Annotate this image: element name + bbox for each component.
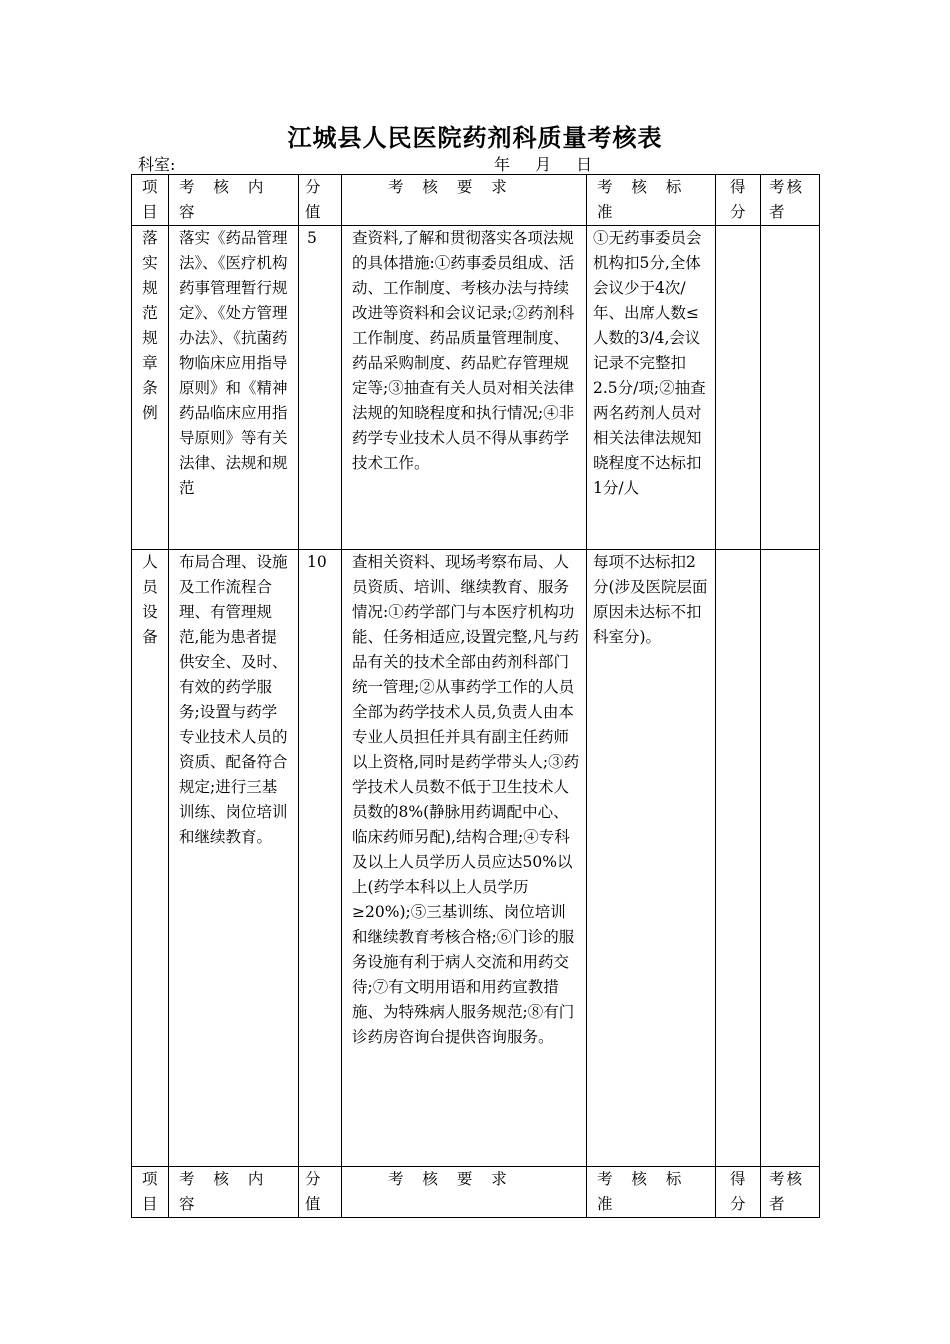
header-item: 项目 [132,1167,169,1218]
header-item: 项目 [132,175,169,226]
table-row [132,226,820,550]
row-got-score[interactable] [716,550,761,1167]
row-requirement: 查相关资料、现场考察布局、人员资质、培训、继续教育、服务情况:①药学部门与本医疗机构功能、任务相适应,设置完整,凡与药品有关的技术全部由药剂科部门统一管理;②从事药学工作的人员全部为药学技术人员,负责人由本专业人员担任并具有副主任药师以上资格,同时是药学带头人;③药学技术人员数不低于卫生技术人员数的8%(静脉用药调配中心、临床药师另配),结构合理;④专科及以上人员学历人员应达50%以上(药学本科以上人员学历≥20%);⑤三基训练、岗位培训和继续教育考核合格;⑥门诊的服务设施有利于病人交流和用药交待;⑦有文明用语和用药宣教措施、为特殊病人服务规范;⑧有门诊药房咨询台提供咨询服务。 [342,550,587,1167]
date-label: 年 月 日 [494,155,593,174]
department-label: 科室: [138,155,176,174]
row-assessor[interactable] [761,550,820,1167]
header-got: 得分 [716,175,761,226]
row-score: 5 [299,226,342,550]
row-item: 落实规范规章条例 [132,226,169,550]
header-assessor: 考核者 [761,175,820,226]
header-requirement: 考 核 要 求 [342,1167,587,1218]
row-standard: ①无药事委员会机构扣5分,全体会议少于4次/年、出席人数≤人数的3/4,会议记录不完整扣2.5分/项;②抽查两名药剂人员对相关法律法规知晓程度不达标扣1分/人 [587,226,716,550]
header-score: 分值 [299,1167,342,1218]
row-content: 落实《药品管理法》、《医疗机构药事管理暂行规定》、《处方管理办法》、《抗菌药物临床应用指导原则》和《精神药品临床应用指导原则》等有关法律、法规和规范 [169,226,299,550]
header-content: 考 核 内 容 [169,175,299,226]
table-row [132,550,820,1167]
header-got: 得分 [716,1167,761,1218]
row-assessor[interactable] [761,226,820,550]
table-header-row [132,175,820,226]
row-content: 布局合理、设施及工作流程合理、有管理规范,能为患者提供安全、及时、有效的药学服务;设置与药学专业技术人员的资质、配备符合规定;进行三基训练、岗位培训和继续教育。 [169,550,299,1167]
form-meta [138,152,828,174]
row-item: 人员设备 [132,550,169,1167]
assessment-table [131,174,820,1218]
header-standard: 考 核 标 准 [587,175,716,226]
row-score: 10 [299,550,342,1167]
row-standard: 每项不达标扣2分(涉及医院层面原因未达标不扣科室分)。 [587,550,716,1167]
page-title: 江城县人民医院药剂科质量考核表 [287,123,663,152]
table-header-row-repeat [132,1167,820,1218]
row-got-score[interactable] [716,226,761,550]
header-standard: 考 核 标 准 [587,1167,716,1218]
header-requirement: 考 核 要 求 [342,175,587,226]
header-score: 分值 [299,175,342,226]
header-content: 考 核 内 容 [169,1167,299,1218]
row-requirement: 查资料,了解和贯彻落实各项法规的具体措施:①药事委员组成、活动、工作制度、考核办法与持续改进等资料和会议记录;②药剂科工作制度、药品质量管理制度、药品采购制度、药品贮存管理规定等;③抽查有关人员对相关法律法规的知晓程度和执行情况;④非药学专业技术人员不得从事药学技术工作。 [342,226,587,550]
header-assessor: 考核者 [761,1167,820,1218]
